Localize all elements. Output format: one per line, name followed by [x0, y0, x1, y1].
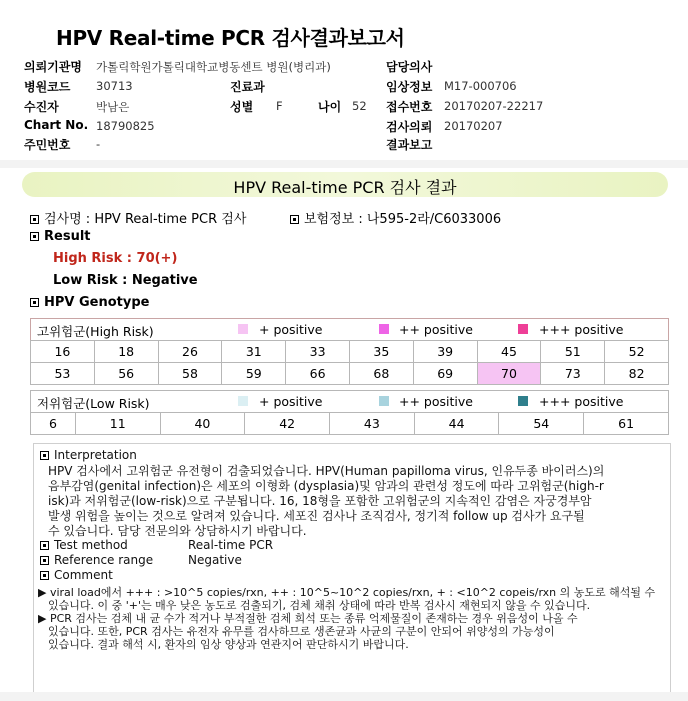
square-bullet-icon	[290, 215, 299, 224]
genotype-label: HPV Genotype	[44, 295, 150, 310]
sex-label: 성별	[230, 100, 254, 114]
result-report-label: 결과보고	[386, 138, 433, 152]
genotype-cell: 44	[414, 413, 499, 435]
request-value: 20170207	[444, 119, 503, 133]
plus-plus-plus-swatch-icon	[518, 396, 528, 406]
patient-value: 박남은	[96, 100, 130, 114]
section-title: HPV Real-time PCR 검사 결과	[233, 178, 457, 197]
hospital-code-value: 30713	[96, 79, 133, 93]
genotype-cell: 54	[499, 413, 584, 435]
interpretation-text-line: 발생 위험을 높이는 것으로 알려져 있습니다. 세포진 검사나 조직검사, 정기적 follow up 검사가 요구될	[48, 509, 585, 523]
legend-plus-plus: ++ positive	[399, 394, 473, 409]
interpretation-box	[33, 443, 671, 695]
genotype-cell-positive: 70	[477, 363, 541, 385]
genotype-cell: 58	[158, 363, 222, 385]
genotype-cell: 53	[31, 363, 95, 385]
genotype-cell: 42	[245, 413, 330, 435]
age-label: 나이	[318, 100, 342, 114]
doctor-label: 담당의사	[386, 60, 433, 74]
reference-range-label: Reference range	[54, 553, 154, 567]
high-risk-group-label: 고위험군(High Risk)	[37, 324, 154, 339]
comment-text-line: ▶ viral load에서 +++ : >10^5 copies/rxn, ++ : 10^5~10^2 copies/rxn, + : <10^2 copeis/rxn 의 농도로 해석될 수	[38, 586, 656, 599]
institution-label: 의뢰기관명	[24, 60, 82, 74]
clinical-value: M17-000706	[444, 79, 517, 93]
hospital-code-label: 병원코드	[24, 80, 71, 94]
plus-swatch-icon	[238, 324, 248, 334]
test-method-value: Real-time PCR	[188, 538, 274, 552]
age-value: 52	[352, 99, 367, 113]
interpretation-text-line: HPV 검사에서 고위험군 유전형이 검출되었습니다. HPV(Human papilloma virus, 인유두종 바이러스)의	[48, 464, 605, 478]
genotype-cell: 68	[349, 363, 413, 385]
high-risk-genotype-table	[30, 340, 669, 385]
square-bullet-icon	[40, 571, 49, 580]
report-title: HPV Real-time PCR 검사결과보고서	[56, 26, 405, 50]
plus-plus-plus-swatch-icon	[518, 324, 528, 334]
test-method-row	[40, 538, 128, 552]
legend-plus-plus-plus: +++ positive	[539, 394, 624, 409]
legend-plus: + positive	[259, 322, 323, 337]
chart-label: Chart No.	[24, 118, 89, 132]
reference-range-value: Negative	[188, 553, 242, 567]
genotype-cell: 16	[31, 341, 95, 363]
genotype-heading	[30, 295, 149, 310]
genotype-cell: 26	[158, 341, 222, 363]
interpretation-text-line: isk)과 저위험군(low-risk)으로 구분됩니다. 16, 18형을 포함한 고위험군의 지속적인 감염은 자궁경부암	[48, 494, 592, 508]
square-bullet-icon	[40, 541, 49, 550]
square-bullet-icon	[40, 556, 49, 565]
header-divider	[0, 160, 688, 168]
test-name: 검사명 : HPV Real-time PCR 검사	[44, 212, 247, 227]
comment-text-line: ▶ PCR 검사는 검체 내 균 수가 적거나 부적절한 검체 희석 또는 종류 억제물질이 존재하는 경우 위음성이 나올 수	[38, 612, 578, 625]
comment-text-line: 있습니다. 결과 해석 시, 환자의 임상 양상과 연관지어 판단하시기 바랍니다.	[48, 638, 409, 651]
test-name-line	[30, 208, 246, 227]
comment-label: Comment	[54, 568, 113, 582]
comment-heading	[40, 568, 113, 582]
table-row	[31, 413, 669, 435]
genotype-cell: 59	[222, 363, 286, 385]
genotype-cell: 73	[541, 363, 605, 385]
genotype-cell: 18	[94, 341, 158, 363]
test-method-label: Test method	[54, 538, 128, 552]
genotype-cell: 69	[413, 363, 477, 385]
genotype-cell: 66	[286, 363, 350, 385]
square-bullet-icon	[30, 215, 39, 224]
square-bullet-icon	[30, 232, 39, 241]
department-label: 진료과	[230, 80, 265, 94]
low-risk-group-label: 저위험군(Low Risk)	[37, 396, 150, 411]
genotype-cell: 45	[477, 341, 541, 363]
low-risk-legend	[30, 390, 669, 412]
receipt-value: 20170207-22217	[444, 99, 544, 113]
table-row	[31, 363, 669, 385]
result-label: Result	[44, 229, 91, 244]
genotype-cell: 51	[541, 341, 605, 363]
patient-label: 수진자	[24, 100, 59, 114]
genotype-cell: 31	[222, 341, 286, 363]
plus-plus-swatch-icon	[379, 324, 389, 334]
comment-text-line: 있습니다. 또한, PCR 검사는 유전자 유무를 검사하므로 생존균과 사균의 구분이 안되어 위양성의 가능성이	[48, 625, 555, 638]
genotype-cell: 82	[605, 363, 669, 385]
genotype-cell: 52	[605, 341, 669, 363]
high-risk-legend	[30, 318, 669, 340]
legend-plus-plus-plus: +++ positive	[539, 322, 624, 337]
genotype-cell: 6	[31, 413, 76, 435]
genotype-cell: 40	[160, 413, 245, 435]
genotype-cell: 43	[330, 413, 415, 435]
insurance-line	[290, 208, 501, 227]
table-row	[31, 341, 669, 363]
genotype-cell: 33	[286, 341, 350, 363]
institution-value: 가톨릭학원가톨릭대학교병동센트 병원(병리과)	[96, 60, 331, 74]
genotype-cell: 61	[584, 413, 669, 435]
genotype-cell: 39	[413, 341, 477, 363]
high-risk-result: High Risk : 70(+)	[53, 251, 178, 266]
reference-range-row	[40, 553, 153, 567]
interpretation-text-line: 수 있습니다. 담당 전문의와 상담하시기 바랍니다.	[48, 524, 307, 538]
chart-value: 18790825	[96, 119, 155, 133]
footer-divider	[0, 692, 688, 701]
section-title-bar	[22, 172, 668, 197]
low-risk-result: Low Risk : Negative	[53, 273, 198, 288]
legend-plus-plus: ++ positive	[399, 322, 473, 337]
genotype-cell: 35	[349, 341, 413, 363]
interpretation-text-line: 음부감염(genital infection)은 세포의 이형화 (dysplasia)및 암과의 관련성 정도에 따라 고위험군(high-r	[48, 479, 604, 493]
genotype-cell: 11	[75, 413, 160, 435]
interpretation-label: Interpretation	[54, 448, 137, 462]
plus-plus-swatch-icon	[379, 396, 389, 406]
genotype-cell: 56	[94, 363, 158, 385]
low-risk-genotype-table	[30, 412, 669, 435]
sex-value: F	[276, 99, 283, 113]
plus-swatch-icon	[238, 396, 248, 406]
legend-plus: + positive	[259, 394, 323, 409]
interpretation-heading	[40, 448, 137, 462]
receipt-label: 접수번호	[386, 100, 433, 114]
resident-label: 주민번호	[24, 138, 71, 152]
square-bullet-icon	[30, 298, 39, 307]
comment-text-line: 있습니다. 이 중 '+'는 매우 낮은 농도로 검출되기, 검체 채취 상태에 따라 반복 검사시 재현되지 않을 수 있습니다.	[48, 599, 591, 612]
request-label: 검사의뢰	[386, 120, 433, 134]
insurance-info: 보험정보 : 나595-2라/C6033006	[304, 212, 502, 227]
result-heading	[30, 229, 91, 244]
resident-value: -	[96, 137, 101, 151]
clinical-label: 임상정보	[386, 80, 433, 94]
square-bullet-icon	[40, 451, 49, 460]
